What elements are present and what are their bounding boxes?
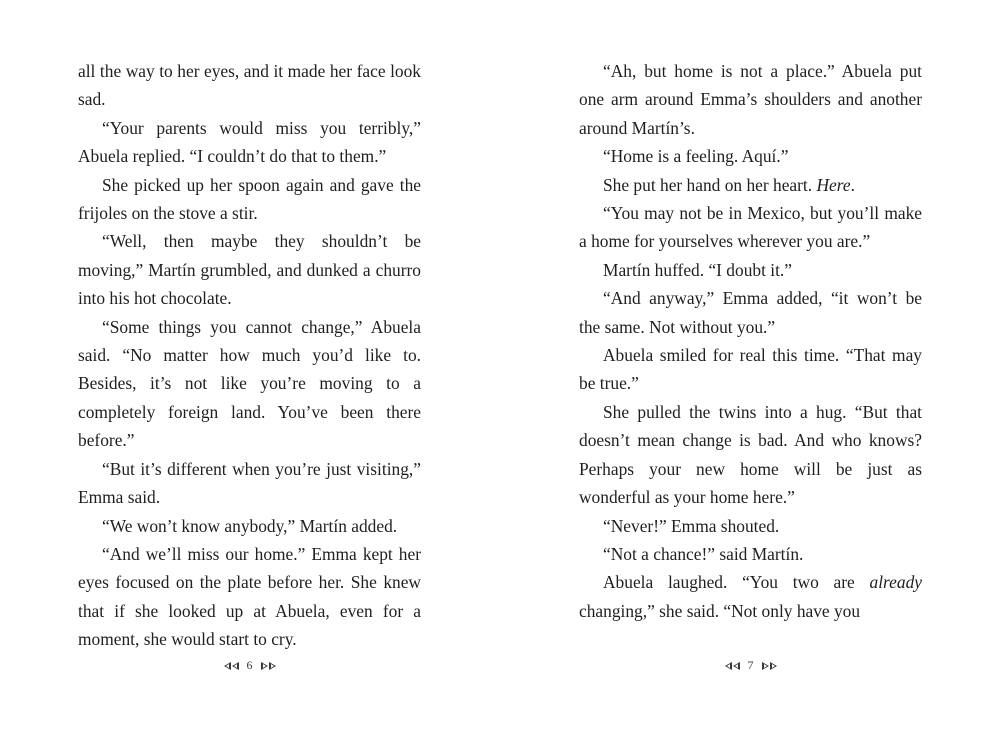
paragraph: She picked up her spoon again and gave the frijoles on the stove a stir. xyxy=(78,174,421,224)
paragraph xyxy=(579,568,922,625)
paragraph: “Ah, but home is not a place.” Abuela put one arm around Emma’s shoulders and another around Martín’s. xyxy=(579,61,922,138)
paragraph: “Never!” Emma shouted. xyxy=(603,515,780,536)
paragraph: Abuela smiled for real this time. “That may be true.” xyxy=(579,345,922,394)
paragraph-text: changing,” she said. “Not only have you xyxy=(579,600,861,621)
paragraph: “We won’t know anybody,” Martín added. xyxy=(102,515,398,536)
paragraph: “Home is a feeling. Aquí.” xyxy=(603,146,789,167)
page-number: 6 xyxy=(246,658,253,672)
paragraph: “Some things you cannot change,” Abuela said. “No matter how much you’d like to. Besides, it’s not like you’re moving to a completely foreign land. You’ve been there before.” xyxy=(78,316,421,451)
double-left-triangle-icon xyxy=(725,662,740,670)
paragraph: “Well, then maybe they shouldn’t be moving,” Martín grumbled, and dunked a churro into his hot chocolate. xyxy=(78,231,421,309)
page-number-footer xyxy=(579,658,922,673)
page-number: 7 xyxy=(747,658,754,672)
paragraph xyxy=(579,171,922,199)
right-page xyxy=(579,57,922,697)
paragraph: “And we’ll miss our home.” Emma kept her eyes focused on the plate before her. She knew that if she looked up at Abuela, even for a moment, she would start to cry. xyxy=(78,543,421,650)
double-right-triangle-icon xyxy=(261,662,276,670)
page-number-footer xyxy=(78,658,421,673)
double-right-triangle-icon xyxy=(762,662,777,670)
emphasis-here: Here xyxy=(816,174,851,195)
paragraph-text: Abuela laughed. “You two are xyxy=(603,572,870,593)
paragraph: “And anyway,” Emma added, “it won’t be the same. Not without you.” xyxy=(579,288,922,337)
paragraph: Martín huffed. “I doubt it.” xyxy=(603,259,792,280)
paragraph: She pulled the twins into a hug. “But that doesn’t mean change is bad. And who knows? Perhaps your new home will be just as wonderful as your home here.” xyxy=(579,401,922,508)
paragraph: “Not a chance!” said Martín. xyxy=(603,543,804,564)
left-page xyxy=(78,57,421,697)
paragraph: “Your parents would miss you terribly,” Abuela replied. “I couldn’t do that to them.” xyxy=(78,117,421,167)
paragraph-text: She put her hand on her heart. xyxy=(603,174,817,195)
paragraph: “But it’s different when you’re just visiting,” Emma said. xyxy=(78,458,421,508)
paragraph-text: . xyxy=(850,174,855,195)
left-page-text xyxy=(78,57,421,654)
emphasis-already: already xyxy=(869,572,922,593)
right-page-text xyxy=(579,57,922,625)
paragraph: all the way to her eyes, and it made her face look sad. xyxy=(78,61,421,110)
double-left-triangle-icon xyxy=(224,662,239,670)
paragraph: “You may not be in Mexico, but you’ll make a home for yourselves wherever you are.” xyxy=(579,203,922,252)
